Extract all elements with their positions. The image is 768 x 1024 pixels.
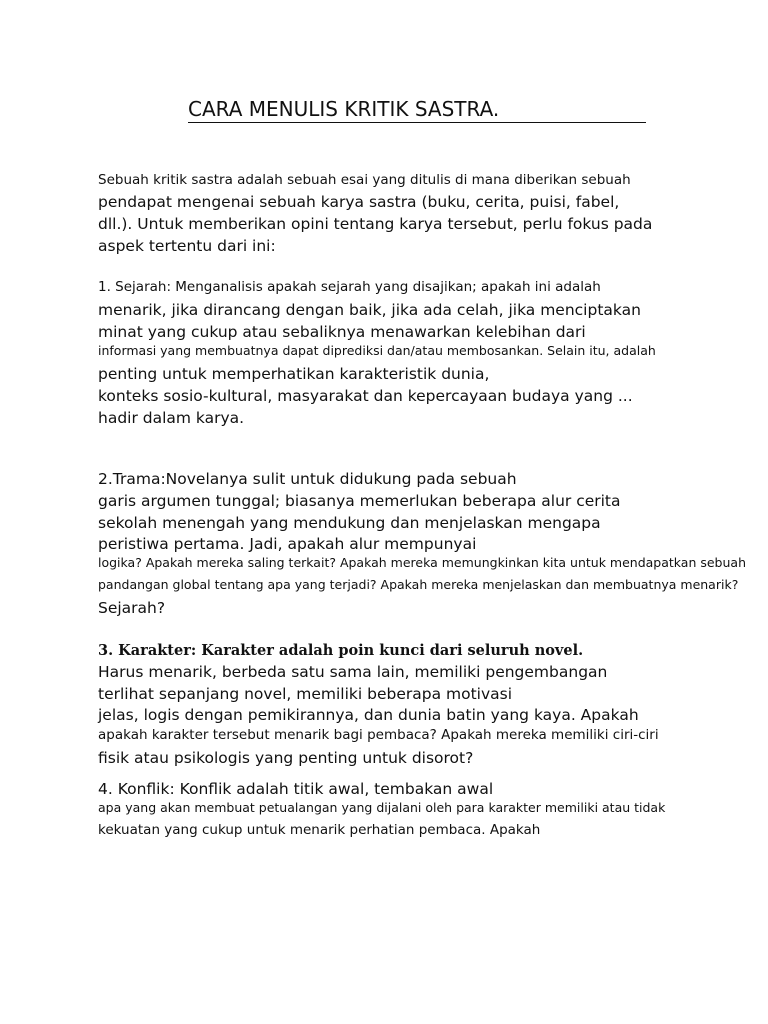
text-line: logika? Apakah mereka saling terkait? Apakah mereka memungkinkan kita untuk mendapatkan sebuah <box>98 555 746 570</box>
text-line: peristiwa pertama. Jadi, apakah alur mempunyai <box>98 535 477 553</box>
text-line: menarik, jika dirancang dengan baik, jika ada celah, jika menciptakan <box>98 301 641 319</box>
document-title: CARA MENULIS KRITIK SASTRA. <box>188 96 646 123</box>
text-line: minat yang cukup atau sebaliknya menawarkan kelebihan dari <box>98 323 586 341</box>
text-line: informasi yang membuatnya dapat diprediksi dan/atau membosankan. Selain itu, adalah <box>98 343 656 358</box>
text-line: pandangan global tentang apa yang terjadi? Apakah mereka menjelaskan dan membuatnya menarik? <box>98 577 739 592</box>
text-line: jelas, logis dengan pemikirannya, dan dunia batin yang kaya. Apakah <box>98 706 639 724</box>
text-line: hadir dalam karya. <box>98 409 245 427</box>
text-line: konteks sosio-kultural, masyarakat dan kepercayaan budaya yang ... <box>98 387 633 405</box>
text-line: penting untuk memperhatikan karakteristik dunia, <box>98 365 490 383</box>
text-line: garis argumen tunggal; biasanya memerlukan beberapa alur cerita <box>98 492 621 510</box>
text-line: 4. Konflik: Konflik adalah titik awal, tembakan awal <box>98 780 494 798</box>
text-line: dll.). Untuk memberikan opini tentang karya tersebut, perlu fokus pada <box>98 215 653 233</box>
text-line: sekolah menengah yang mendukung dan menjelaskan mengapa <box>98 514 601 532</box>
text-line: terlihat sepanjang novel, memiliki beberapa motivasi <box>98 685 513 703</box>
section-heading: 3. Karakter: Karakter adalah poin kunci dari seluruh novel. <box>98 642 584 659</box>
text-line: aspek tertentu dari ini: <box>98 237 276 255</box>
text-line: Sejarah? <box>98 599 166 617</box>
text-line: kekuatan yang cukup untuk menarik perhatian pembaca. Apakah <box>98 822 541 838</box>
text-line: pendapat mengenai sebuah karya sastra (buku, cerita, puisi, fabel, <box>98 193 620 211</box>
text-line: fisik atau psikologis yang penting untuk disorot? <box>98 749 474 767</box>
text-line: 2.Trama:Novelanya sulit untuk didukung pada sebuah <box>98 470 517 488</box>
text-line: Sebuah kritik sastra adalah sebuah esai yang ditulis di mana diberikan sebuah <box>98 172 631 188</box>
text-line: apa yang akan membuat petualangan yang dijalani oleh para karakter memiliki atau tidak <box>98 800 666 815</box>
text-line: 1. Sejarah: Menganalisis apakah sejarah yang disajikan; apakah ini adalah <box>98 279 601 295</box>
text-line: Harus menarik, berbeda satu sama lain, memiliki pengembangan <box>98 663 608 681</box>
text-line: apakah karakter tersebut menarik bagi pembaca? Apakah mereka memiliki ciri-ciri <box>98 727 659 743</box>
